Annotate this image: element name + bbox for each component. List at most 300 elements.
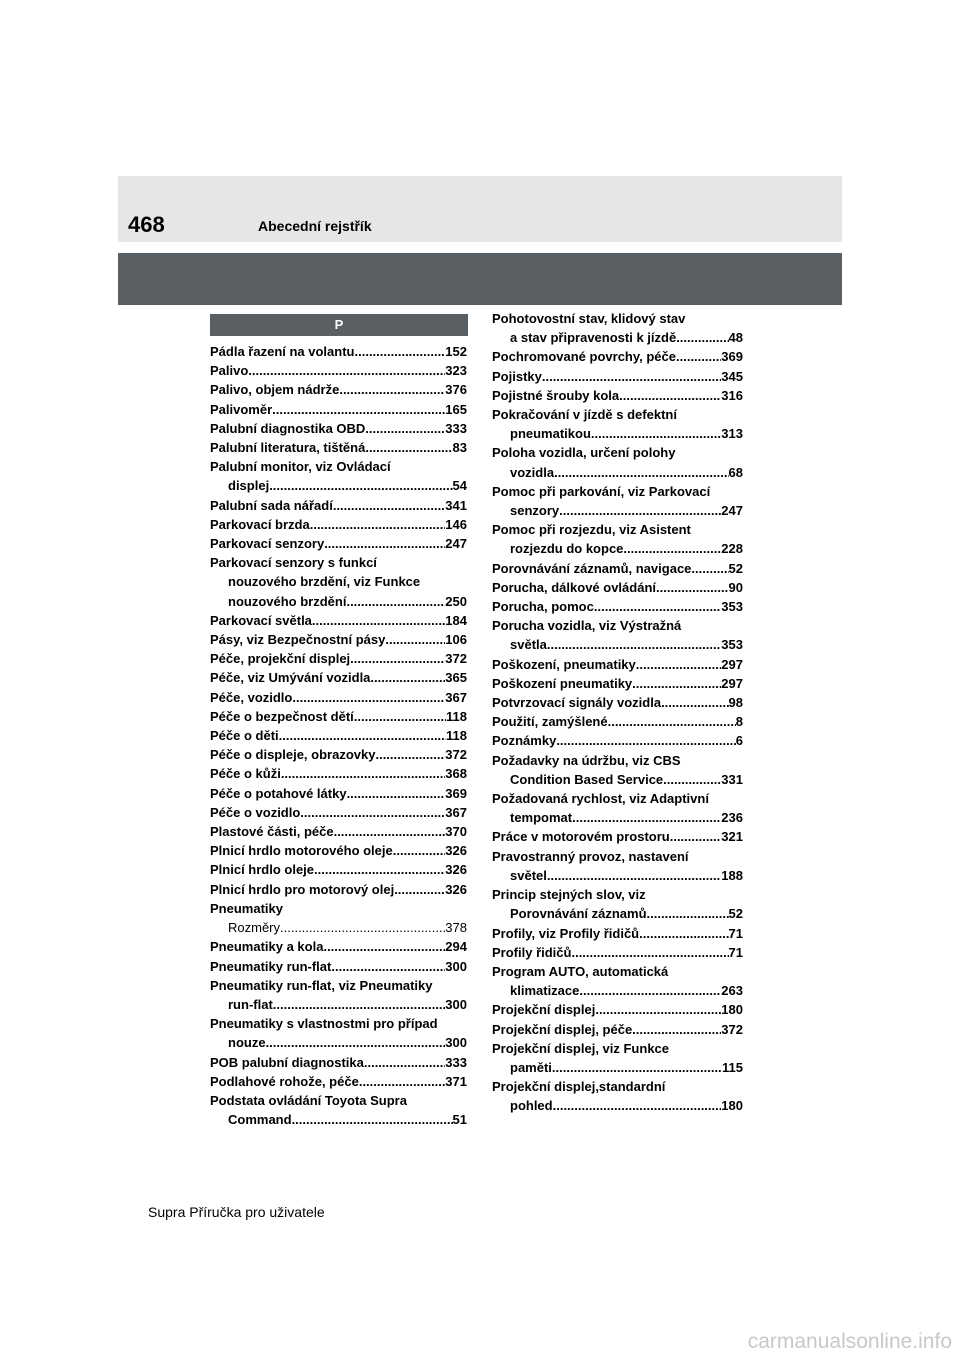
index-entry-text: Parkovací brzda <box>210 516 310 532</box>
index-entry-line <box>492 578 743 597</box>
index-entry <box>210 976 467 1014</box>
index-entry-text: Podstata ovládání Toyota Supra <box>210 1092 407 1108</box>
index-entry-text: Péče o vozidlo. <box>210 804 304 820</box>
index-entry-line <box>492 1077 743 1096</box>
leader-dots <box>595 1000 721 1019</box>
index-entry-text: paměti <box>510 1059 552 1075</box>
index-entry-text: Palubní monitor, viz Ovládací <box>210 459 391 475</box>
index-entry-line <box>210 668 467 687</box>
index-entry-line <box>210 380 467 399</box>
page-footer: Supra Příručka pro uživatele <box>148 1204 325 1220</box>
index-entry-line <box>210 534 467 553</box>
index-entry-page: 54 <box>452 478 467 494</box>
index-entry-line <box>210 1053 467 1072</box>
leader-dots <box>347 784 446 803</box>
index-entry-text: POB palubní diagnostika <box>210 1054 364 1070</box>
index-entry <box>492 520 743 558</box>
index-entry-text: Projekční displej <box>492 1002 596 1018</box>
index-entry-page: 52 <box>728 560 743 576</box>
index-entry <box>492 1000 743 1019</box>
leader-dots <box>365 419 445 438</box>
index-entry <box>210 457 467 495</box>
index-entry-text: Palubní sada nářadí <box>210 497 333 513</box>
leader-dots <box>310 515 446 534</box>
index-entry-page: 326 <box>445 881 467 897</box>
index-entry <box>210 534 467 553</box>
index-entry-line <box>492 885 743 904</box>
index-entry-line <box>210 764 467 783</box>
index-entry-line <box>492 1096 743 1115</box>
leader-dots <box>394 880 445 899</box>
leader-dots <box>339 380 445 399</box>
index-entry-text: Projekční displej,standardní <box>492 1079 666 1095</box>
index-entry <box>492 347 743 366</box>
index-entry <box>492 847 743 885</box>
index-entry-line <box>210 880 467 899</box>
index-subentry-page: 378 <box>445 920 467 936</box>
index-entry-line <box>492 712 743 731</box>
index-entry-page: 333 <box>445 1054 467 1070</box>
leader-dots <box>670 827 722 846</box>
index-entry-page: 52 <box>728 906 743 922</box>
index-entry-line <box>210 592 467 611</box>
index-entry <box>492 367 743 386</box>
index-entry <box>210 937 467 956</box>
index-entry-line <box>210 572 467 591</box>
leader-dots <box>636 655 722 674</box>
leader-dots <box>248 361 445 380</box>
index-entry-page: 341 <box>445 497 467 513</box>
index-entry-text: a stav připravenosti k jízdě <box>510 330 677 346</box>
index-entry-text: Péče, viz Umývání vozidla <box>210 670 371 686</box>
index-entry-line <box>492 539 743 558</box>
index-entry-line <box>492 309 743 328</box>
index-entry-page: 83 <box>452 440 467 456</box>
index-entry-line <box>492 463 743 482</box>
leader-dots <box>542 367 721 386</box>
index-entry-text: Pokračování v jízdě s defektní <box>492 407 677 423</box>
index-entry-text: Palubní diagnostika OBD <box>210 420 366 436</box>
index-entry-text: světla <box>510 637 547 653</box>
index-entry-page: 370 <box>445 824 467 840</box>
index-entry <box>210 764 467 783</box>
index-entry-line <box>492 482 743 501</box>
leader-dots <box>554 463 728 482</box>
index-entry-text: Porovnávání záznamů <box>510 906 647 922</box>
index-entry-text: Plnicí hrdlo pro motorový olej <box>210 881 395 897</box>
index-entry-text: Poznámky <box>492 733 557 749</box>
index-entry-text: Palubní literatura, tištěná <box>210 440 366 456</box>
index-entry-line <box>492 405 743 424</box>
index-entry-page: 71 <box>728 944 743 960</box>
section-title: Abecední rejstřík <box>258 218 372 234</box>
index-entry-text: Porucha, dálkové ovládání <box>492 579 656 595</box>
index-entry-line <box>492 866 743 885</box>
index-entry-line <box>210 688 467 707</box>
index-entry-line <box>492 386 743 405</box>
index-entry-page: 247 <box>721 503 743 519</box>
index-entry-text: Pádla řazení na volantu <box>210 344 355 359</box>
index-entry-page: 297 <box>721 656 743 672</box>
index-entry-page: 345 <box>721 368 743 384</box>
index-entry-page: 372 <box>445 747 467 763</box>
index-entry <box>210 611 467 630</box>
index-entry <box>210 707 467 726</box>
index-entry-line <box>210 1014 467 1033</box>
index-entry-line <box>210 937 467 956</box>
leader-dots <box>355 342 446 361</box>
index-entry <box>492 827 743 846</box>
index-entry-page: 300 <box>445 958 467 974</box>
index-entry <box>210 649 467 668</box>
index-entry-line <box>492 616 743 635</box>
index-entry-page: 367 <box>445 689 467 705</box>
index-column-right <box>492 309 743 1116</box>
index-entry-page: 228 <box>721 541 743 557</box>
index-entry <box>492 597 743 616</box>
index-entry <box>492 962 743 1000</box>
index-entry-text: Plnicí hrdlo motorového oleje <box>210 843 393 859</box>
index-entry <box>492 712 743 731</box>
leader-dots <box>661 693 728 712</box>
index-entry-text: Parkovací senzory s funkcí <box>210 555 377 571</box>
index-entry-line <box>210 496 467 515</box>
index-entry-line <box>492 347 743 366</box>
index-entry-text: Pneumatiky s vlastnostmi pro případ <box>210 1016 438 1032</box>
index-entry-line <box>492 770 743 789</box>
index-entry-text: Pneumatiky run-flat <box>210 958 332 974</box>
index-entry-text: Profily, viz Profily řidičů <box>492 925 640 941</box>
index-entry-line <box>210 957 467 976</box>
index-entry-page: 297 <box>721 675 743 691</box>
index-entry-line <box>210 726 467 745</box>
index-entry-line <box>492 808 743 827</box>
index-entry-page: 372 <box>445 651 467 667</box>
leader-dots <box>324 534 445 553</box>
index-entry-text: Péče, vozidlo <box>210 689 293 705</box>
index-entry <box>492 443 743 481</box>
index-entry-text: Porovnávání záznamů, navigace <box>492 560 692 576</box>
index-entry-text: pohled <box>510 1098 553 1114</box>
index-entry-line <box>492 424 743 443</box>
index-entry-text: Palivo, objem nádrže <box>210 382 340 398</box>
leader-dots <box>556 731 735 750</box>
index-entry-text: Pochromované povrchy, péče <box>492 349 676 365</box>
leader-dots <box>282 726 446 745</box>
index-entry-line <box>492 847 743 866</box>
index-entry <box>210 438 467 457</box>
index-entry-page: 367 <box>445 804 467 820</box>
leader-dots <box>663 770 721 789</box>
index-entry-text: Palivo <box>210 363 249 379</box>
index-entry <box>210 342 467 361</box>
index-entry-text: Péče o displeje, obrazovky <box>210 747 376 763</box>
leader-dots <box>370 668 445 687</box>
index-entry-line <box>210 400 467 419</box>
index-entry-text: Porucha vozidla, viz Výstražná <box>492 618 682 634</box>
index-entry <box>492 885 743 923</box>
index-entry-text: nouze <box>228 1035 266 1051</box>
index-entry-line <box>210 1110 467 1129</box>
index-entry <box>492 405 743 443</box>
index-entry-line <box>210 457 467 476</box>
index-entry <box>492 309 743 347</box>
index-entry-text: Péče o kůži <box>210 766 281 782</box>
index-entry-text: Porucha, pomoc <box>492 599 594 615</box>
leader-dots <box>552 1058 722 1077</box>
index-entry-line <box>492 1000 743 1019</box>
index-entry <box>492 751 743 789</box>
index-entry-page: 6 <box>735 733 743 749</box>
leader-dots <box>591 424 721 443</box>
leader-dots <box>365 438 452 457</box>
index-entry-page: 98 <box>728 695 743 711</box>
index-entry-text: nouzového brzdění. <box>228 593 351 609</box>
index-entry <box>492 386 743 405</box>
index-entry <box>492 924 743 943</box>
leader-dots <box>639 924 728 943</box>
index-entry <box>210 419 467 438</box>
index-entry <box>210 822 467 841</box>
index-entry <box>210 726 467 745</box>
index-entry-line <box>492 904 743 923</box>
index-entry-page: 115 <box>722 1059 743 1075</box>
index-entry-line <box>210 342 467 361</box>
index-entry <box>210 899 467 937</box>
leader-dots <box>312 611 445 630</box>
index-entry-page: 372 <box>721 1021 743 1037</box>
index-entry-text: Projekční displej, viz Funkce <box>492 1040 670 1056</box>
index-entry-line <box>210 1091 467 1110</box>
index-entry <box>492 789 743 827</box>
leader-dots <box>333 496 445 515</box>
index-entry-text: Podlahové rohože, péče <box>210 1073 359 1089</box>
index-entry-line <box>210 361 467 380</box>
index-entry-text: Péče o bezpečnost dětí <box>210 708 354 724</box>
index-entry-text: Práce v motorovém prostoru <box>492 829 670 845</box>
index-entry-line <box>210 515 467 534</box>
index-entry-text: run-flat <box>228 996 273 1012</box>
index-subentry-line <box>210 918 467 937</box>
index-entry-line <box>210 630 467 649</box>
index-entry-page: 326 <box>445 862 467 878</box>
index-entry-page: 180 <box>721 1098 743 1114</box>
index-entry-line <box>492 827 743 846</box>
index-entry-page: 300 <box>445 996 467 1012</box>
leader-dots <box>656 578 729 597</box>
index-entry-text: Pojistné šrouby kola <box>492 387 620 403</box>
leader-dots <box>553 1096 722 1115</box>
leader-dots <box>594 597 721 616</box>
page-number: 468 <box>128 212 165 237</box>
index-entry-page: 294 <box>445 939 467 955</box>
index-entry-text: Poloha vozidla, určení polohy <box>492 445 676 461</box>
index-entry-text: Princip stejných slov, viz <box>492 887 646 903</box>
index-entry-line <box>210 803 467 822</box>
header-bar <box>118 176 842 242</box>
index-entry-line <box>492 693 743 712</box>
index-entry-line <box>210 438 467 457</box>
index-entry-page: 316 <box>721 387 743 403</box>
index-entry-line <box>492 520 743 539</box>
index-entry <box>210 860 467 879</box>
leader-dots <box>547 635 721 654</box>
index-entry-line <box>210 476 467 495</box>
index-entry-text: vozidla <box>510 464 555 480</box>
index-entry-text: Parkovací senzory <box>210 536 325 552</box>
index-entry-line <box>210 1072 467 1091</box>
leader-dots <box>334 822 446 841</box>
index-entry-text: Požadovaná rychlost, viz Adaptivní <box>492 791 709 807</box>
index-entry-line <box>492 731 743 750</box>
index-entry <box>210 400 467 419</box>
index-entry <box>210 553 467 611</box>
index-entry <box>210 668 467 687</box>
index-entry-page: 250 <box>445 593 467 609</box>
leader-dots <box>572 808 721 827</box>
index-entry-page: 118 <box>446 728 467 744</box>
index-entry <box>210 630 467 649</box>
index-letter-heading: P <box>210 314 468 336</box>
index-entry-line <box>210 553 467 572</box>
index-entry-text: nouzového brzdění, viz Funkce <box>228 574 421 590</box>
index-entry-text: Palivoměr <box>210 401 273 417</box>
leader-dots <box>559 501 721 520</box>
leader-dots <box>385 630 445 649</box>
index-entry-text: displej <box>228 478 270 494</box>
index-entry-text: Použití, zamýšlené <box>492 714 608 730</box>
index-entry-line <box>210 611 467 630</box>
index-entry-line <box>210 976 467 995</box>
index-entry-text: Poškození, pneumatiky <box>492 656 636 672</box>
index-entry-line <box>492 981 743 1000</box>
index-entry-line <box>492 789 743 808</box>
index-entry-page: 236 <box>721 810 743 826</box>
index-entry-page: 263 <box>721 983 743 999</box>
index-entry-page: 90 <box>728 579 743 595</box>
index-entry-line <box>210 784 467 803</box>
index-entry <box>210 957 467 976</box>
index-entry-page: 321 <box>721 829 743 845</box>
index-entry-line <box>492 328 743 347</box>
leader-dots <box>354 707 446 726</box>
index-entry-page: 323 <box>445 363 467 379</box>
index-entry-page: 326 <box>445 843 467 859</box>
index-entry-page: 353 <box>721 599 743 615</box>
index-entry-line <box>492 559 743 578</box>
leader-dots <box>314 860 445 879</box>
leader-dots <box>647 904 729 923</box>
index-entry-page: 180 <box>721 1002 743 1018</box>
index-entry-line <box>492 367 743 386</box>
index-entry-page: 51 <box>452 1112 467 1128</box>
index-entry <box>210 380 467 399</box>
index-entry <box>492 943 743 962</box>
index-entry-page: 8 <box>735 714 743 730</box>
index-entry <box>210 515 467 534</box>
index-entry-text: Pneumatiky <box>210 900 283 916</box>
leader-dots <box>608 712 736 731</box>
index-entry <box>210 1053 467 1072</box>
index-entry-page: 376 <box>445 382 467 398</box>
leader-dots <box>280 918 445 937</box>
index-entry-page: 371 <box>445 1073 467 1089</box>
index-entry-text: senzory <box>510 503 560 519</box>
leader-dots <box>266 1033 446 1052</box>
index-entry <box>210 841 467 860</box>
index-entry-text: Pneumatiky run-flat, viz Pneumatiky <box>210 977 433 993</box>
leader-dots <box>575 943 728 962</box>
index-entry-text: Condition Based Service <box>510 771 664 787</box>
index-entry-page: 184 <box>445 612 467 628</box>
index-entry-text: světel <box>510 867 547 883</box>
index-entry-line <box>492 635 743 654</box>
index-entry <box>492 1020 743 1039</box>
leader-dots <box>331 957 445 976</box>
index-entry <box>210 880 467 899</box>
watermark: carmanualsonline.info <box>747 1330 952 1353</box>
index-entry-page: 165 <box>445 401 467 417</box>
index-entry-page: 333 <box>445 420 467 436</box>
leader-dots <box>269 476 452 495</box>
leader-dots <box>272 400 445 419</box>
index-entry <box>492 655 743 674</box>
leader-dots <box>350 592 445 611</box>
index-entry-page: 146 <box>445 516 467 532</box>
leader-dots <box>323 937 445 956</box>
index-entry-line <box>492 501 743 520</box>
index-entry-line <box>492 443 743 462</box>
leader-dots <box>691 559 728 578</box>
index-entry-line <box>210 649 467 668</box>
index-entry-line <box>492 1039 743 1058</box>
index-entry-page: 247 <box>445 536 467 552</box>
leader-dots <box>292 1110 453 1129</box>
index-entry-text: rozjezdu do kopce <box>510 541 624 557</box>
index-entry-page: 118 <box>446 708 467 724</box>
index-entry-page: 369 <box>721 349 743 365</box>
index-entry-text: Pásy, viz Bezpečnostní pásy <box>210 632 386 648</box>
index-entry <box>492 693 743 712</box>
index-entry-line <box>210 1033 467 1052</box>
index-entry <box>210 745 467 764</box>
index-entry-page: 331 <box>721 771 743 787</box>
index-entry-page: 353 <box>721 637 743 653</box>
leader-dots <box>676 347 721 366</box>
index-entry-text: Pneumatiky a kola <box>210 939 324 955</box>
index-entry-text: Poškození pneumatiky <box>492 675 633 691</box>
index-entry-text: klimatizace <box>510 983 580 999</box>
index-entry <box>210 496 467 515</box>
index-entry-page: 71 <box>728 925 743 941</box>
index-entry-line <box>210 860 467 879</box>
index-entry-text: Plastové části, péče <box>210 824 334 840</box>
index-entry-page: 152 <box>445 344 467 359</box>
leader-dots <box>623 539 721 558</box>
index-entry-text: Požadavky na údržbu, viz CBS <box>492 752 681 768</box>
index-entry <box>210 688 467 707</box>
index-entry-line <box>210 995 467 1014</box>
leader-dots <box>292 688 445 707</box>
leader-dots <box>619 386 721 405</box>
index-entry <box>492 482 743 520</box>
index-entry <box>492 578 743 597</box>
index-entry-line <box>210 707 467 726</box>
leader-dots <box>350 649 445 668</box>
index-entry-page: 365 <box>445 670 467 686</box>
leader-dots <box>375 745 445 764</box>
index-subentry-text: Rozměry <box>228 920 281 936</box>
